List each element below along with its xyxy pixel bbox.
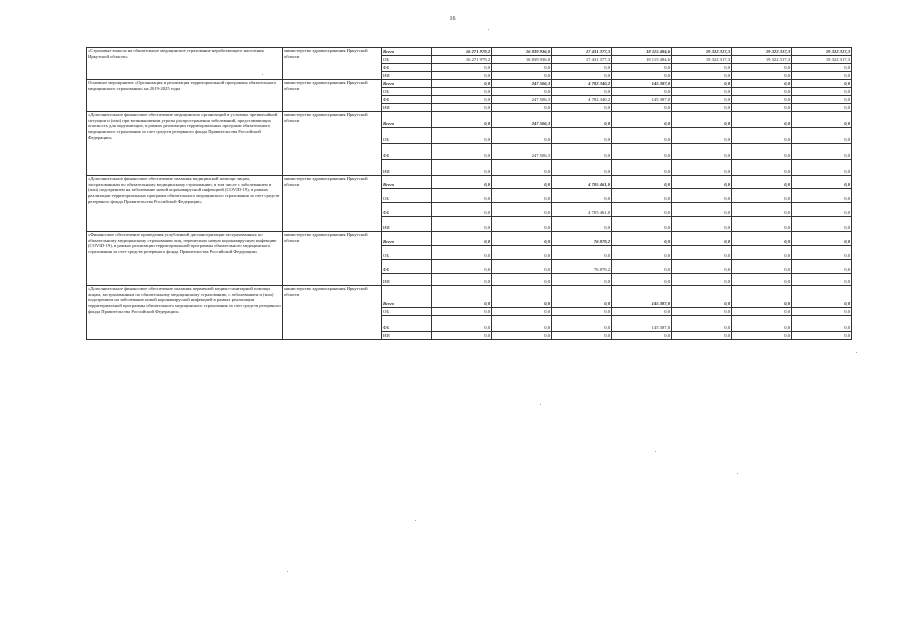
funding-source: ОБ — [382, 128, 432, 144]
amount-cell: 0,0 — [492, 203, 552, 217]
amount-cell: 76 879,2 — [552, 260, 612, 274]
amount-cell: 0,0 — [432, 217, 492, 232]
amount-cell: 0,0 — [552, 217, 612, 232]
amount-cell: 16 839 936,0 — [492, 48, 552, 56]
amount-cell: 0,0 — [492, 128, 552, 144]
amount-cell: 0,0 — [612, 274, 672, 286]
amount-cell: 0,0 — [432, 64, 492, 72]
amount-cell: 0,0 — [672, 260, 732, 274]
amount-cell: 17 431 377,3 — [552, 48, 612, 56]
funding-source: ФБ — [382, 64, 432, 72]
amount-cell: 18 115 484,6 — [612, 48, 672, 56]
amount-cell: 0,0 — [492, 189, 552, 203]
amount-cell: 0,0 — [612, 260, 672, 274]
amount-cell: 0,0 — [792, 189, 852, 203]
funding-source: ОБ — [382, 308, 432, 316]
amount-cell: 4 782 340,2 — [552, 96, 612, 104]
table-row — [87, 80, 852, 88]
amount-cell: 0,0 — [732, 260, 792, 274]
amount-cell: 0,0 — [432, 274, 492, 286]
amount-cell: 0,0 — [492, 332, 552, 340]
scan-speck — [655, 451, 656, 452]
amount-cell: 0,0 — [432, 128, 492, 144]
amount-cell: 0,0 — [612, 128, 672, 144]
amount-cell: 0,0 — [492, 232, 552, 246]
amount-cell: 0,0 — [552, 144, 612, 160]
amount-cell: 0,0 — [552, 286, 612, 308]
responsible-executor: министерство здравоохранения Иркутской области — [283, 176, 382, 232]
amount-cell: 0,0 — [792, 112, 852, 128]
amount-cell: 0,0 — [732, 232, 792, 246]
scan-speck — [287, 571, 288, 572]
amount-cell: 247 506,3 — [492, 80, 552, 88]
amount-cell: 16 271 979,2 — [432, 48, 492, 56]
amount-cell: 0,0 — [552, 246, 612, 260]
amount-cell: 0,0 — [732, 332, 792, 340]
amount-cell: 0,0 — [672, 80, 732, 88]
amount-cell: 0,0 — [492, 274, 552, 286]
amount-cell: 145 387,0 — [612, 96, 672, 104]
responsible-executor: министерство здравоохранения Иркутской области — [283, 48, 382, 80]
amount-cell: 0,0 — [792, 128, 852, 144]
funding-source: ОБ — [382, 246, 432, 260]
amount-cell: 0,0 — [792, 232, 852, 246]
scan-speck — [415, 520, 416, 521]
amount-cell: 0,0 — [432, 144, 492, 160]
funding-source: ИИ — [382, 160, 432, 176]
amount-cell: 0,0 — [612, 189, 672, 203]
amount-cell: 0,0 — [732, 176, 792, 189]
amount-cell: 0,0 — [672, 64, 732, 72]
amount-cell: 0,0 — [792, 64, 852, 72]
funding-source: ИИ — [382, 217, 432, 232]
amount-cell: 0,0 — [612, 72, 672, 80]
amount-cell: 19 322 317,3 — [672, 48, 732, 56]
amount-cell: 4 705 461,0 — [552, 176, 612, 189]
amount-cell: 0,0 — [552, 332, 612, 340]
funding-source: Всего — [382, 48, 432, 56]
scan-speck — [540, 404, 541, 405]
amount-cell: 0,0 — [492, 217, 552, 232]
amount-cell: 0,0 — [672, 189, 732, 203]
amount-cell: 0,0 — [432, 176, 492, 189]
amount-cell: 0,0 — [432, 80, 492, 88]
amount-cell: 19 322 317,3 — [732, 48, 792, 56]
amount-cell: 0,0 — [792, 274, 852, 286]
amount-cell: 0,0 — [732, 144, 792, 160]
amount-cell: 0,0 — [792, 286, 852, 308]
amount-cell: 0,0 — [672, 332, 732, 340]
amount-cell: 0,0 — [492, 260, 552, 274]
amount-cell: 145 387,0 — [612, 286, 672, 308]
amount-cell: 247 506,3 — [492, 112, 552, 128]
amount-cell: 0,0 — [792, 88, 852, 96]
funding-source: ОБ — [382, 189, 432, 203]
amount-cell: 0,0 — [732, 316, 792, 332]
scan-speck — [488, 29, 489, 30]
amount-cell: 0,0 — [732, 160, 792, 176]
amount-cell: 0,0 — [492, 88, 552, 96]
amount-cell: 0,0 — [612, 160, 672, 176]
funding-source: ФБ — [382, 144, 432, 160]
amount-cell: 0,0 — [612, 217, 672, 232]
amount-cell: 17 431 377,3 — [552, 56, 612, 64]
amount-cell: 0,0 — [612, 176, 672, 189]
amount-cell: 0,0 — [432, 112, 492, 128]
amount-cell: 0,0 — [672, 96, 732, 104]
amount-cell: 0,0 — [612, 64, 672, 72]
scan-speck — [262, 74, 263, 75]
amount-cell: 0,0 — [492, 72, 552, 80]
amount-cell: 0,0 — [432, 232, 492, 246]
amount-cell: 0,0 — [432, 189, 492, 203]
amount-cell: 0,0 — [552, 128, 612, 144]
amount-cell: 0,0 — [432, 308, 492, 316]
table-row — [87, 112, 852, 128]
amount-cell: 19 322 317,3 — [732, 56, 792, 64]
amount-cell: 0,0 — [432, 203, 492, 217]
amount-cell: 0,0 — [552, 316, 612, 332]
amount-cell: 0,0 — [672, 286, 732, 308]
funding-source: Всего — [382, 286, 432, 308]
amount-cell: 0,0 — [612, 112, 672, 128]
amount-cell: 0,0 — [672, 128, 732, 144]
amount-cell: 0,0 — [732, 128, 792, 144]
table-row — [87, 232, 852, 246]
event-name: Основное мероприятие «Организация и реализация территориальной программы обязательного медицинского страхования» на 2019-2025 годы — [87, 80, 283, 112]
amount-cell: 0,0 — [612, 246, 672, 260]
amount-cell: 0,0 — [612, 308, 672, 316]
funding-source: ОБ — [382, 88, 432, 96]
amount-cell: 0,0 — [792, 144, 852, 160]
amount-cell: 0,0 — [792, 203, 852, 217]
amount-cell: 0,0 — [492, 246, 552, 260]
amount-cell: 0,0 — [432, 260, 492, 274]
amount-cell: 0,0 — [732, 217, 792, 232]
event-name: «Дополнительное финансовое обеспечение медицинских организаций в условиях чрезвычайной ситуации и (или) при возникновении угрозы распространения заболеваний, представляющих опасность для окружающих, в рамках реализации территориальных программ обязательного медицинского страхования за счет средств резервного фонда Правительства Российской Федерации» — [87, 112, 283, 176]
amount-cell: 4 705 461,0 — [552, 203, 612, 217]
amount-cell: 0,0 — [672, 316, 732, 332]
amount-cell: 0,0 — [792, 332, 852, 340]
amount-cell: 0,0 — [432, 286, 492, 308]
amount-cell: 0,0 — [612, 104, 672, 112]
amount-cell: 0,0 — [672, 112, 732, 128]
amount-cell: 0,0 — [432, 104, 492, 112]
amount-cell: 0,0 — [672, 217, 732, 232]
funding-source: ИИ — [382, 72, 432, 80]
responsible-executor: министерство здравоохранения Иркутской области — [283, 80, 382, 112]
funding-source: Всего — [382, 176, 432, 189]
amount-cell: 0,0 — [552, 88, 612, 96]
funding-source: Всего — [382, 232, 432, 246]
amount-cell: 0,0 — [672, 308, 732, 316]
responsible-executor: министерство здравоохранения Иркутской области — [283, 232, 382, 286]
amount-cell: 19 322 317,3 — [672, 56, 732, 64]
amount-cell: 0,0 — [552, 189, 612, 203]
amount-cell: 0,0 — [492, 64, 552, 72]
page-number: 16 — [449, 16, 456, 22]
amount-cell: 0,0 — [612, 144, 672, 160]
table-row — [87, 48, 852, 56]
amount-cell: 0,0 — [732, 112, 792, 128]
budget-table — [86, 47, 852, 340]
amount-cell: 0,0 — [552, 72, 612, 80]
amount-cell: 0,0 — [612, 232, 672, 246]
amount-cell: 247 506,3 — [492, 96, 552, 104]
responsible-executor: министерство здравоохранения Иркутской области — [283, 286, 382, 340]
amount-cell: 0,0 — [672, 274, 732, 286]
funding-source: ИИ — [382, 332, 432, 340]
amount-cell: 0,0 — [732, 104, 792, 112]
amount-cell: 0,0 — [612, 88, 672, 96]
amount-cell: 0,0 — [792, 260, 852, 274]
amount-cell: 0,0 — [792, 72, 852, 80]
amount-cell: 0,0 — [552, 112, 612, 128]
amount-cell: 0,0 — [672, 176, 732, 189]
amount-cell: 0,0 — [672, 203, 732, 217]
amount-cell: 16 839 936,0 — [492, 56, 552, 64]
amount-cell: 0,0 — [732, 189, 792, 203]
amount-cell: 0,0 — [732, 64, 792, 72]
amount-cell: 0,0 — [792, 104, 852, 112]
amount-cell: 0,0 — [552, 308, 612, 316]
amount-cell: 0,0 — [732, 274, 792, 286]
amount-cell: 0,0 — [792, 316, 852, 332]
funding-source: ИИ — [382, 104, 432, 112]
amount-cell: 145 387,0 — [612, 80, 672, 88]
amount-cell: 0,0 — [672, 72, 732, 80]
amount-cell: 0,0 — [732, 246, 792, 260]
amount-cell: 0,0 — [732, 286, 792, 308]
amount-cell: 0,0 — [432, 316, 492, 332]
amount-cell: 0,0 — [432, 96, 492, 104]
amount-cell: 0,0 — [552, 160, 612, 176]
funding-source: ИИ — [382, 274, 432, 286]
scan-speck — [737, 473, 738, 474]
funding-source: Всего — [382, 112, 432, 128]
amount-cell: 0,0 — [792, 176, 852, 189]
amount-cell: 0,0 — [732, 308, 792, 316]
table-body — [87, 48, 852, 340]
amount-cell: 19 322 317,3 — [792, 48, 852, 56]
amount-cell: 0,0 — [612, 332, 672, 340]
amount-cell: 0,0 — [732, 80, 792, 88]
amount-cell: 0,0 — [492, 160, 552, 176]
amount-cell: 0,0 — [552, 274, 612, 286]
amount-cell: 0,0 — [792, 96, 852, 104]
event-name: «Страховые взносы на обязательное медицинское страхование неработающего населения Иркутской области» — [87, 48, 283, 80]
amount-cell: 0,0 — [432, 332, 492, 340]
amount-cell: 0,0 — [792, 217, 852, 232]
amount-cell: 0,0 — [492, 316, 552, 332]
funding-source: ФБ — [382, 260, 432, 274]
amount-cell: 0,0 — [672, 104, 732, 112]
amount-cell: 0,0 — [672, 88, 732, 96]
funding-source: ФБ — [382, 316, 432, 332]
amount-cell: 0,0 — [732, 72, 792, 80]
amount-cell: 145 387,0 — [612, 316, 672, 332]
amount-cell: 0,0 — [732, 88, 792, 96]
amount-cell: 0,0 — [732, 96, 792, 104]
amount-cell: 0,0 — [552, 104, 612, 112]
amount-cell: 76 879,2 — [552, 232, 612, 246]
amount-cell: 0,0 — [492, 308, 552, 316]
funding-source: ОБ — [382, 56, 432, 64]
amount-cell: 0,0 — [672, 160, 732, 176]
responsible-executor: министерство здравоохранения Иркутской области — [283, 112, 382, 176]
amount-cell: 0,0 — [432, 246, 492, 260]
amount-cell: 247 506,3 — [492, 144, 552, 160]
funding-source: Всего — [382, 80, 432, 88]
funding-source: ФБ — [382, 203, 432, 217]
amount-cell: 0,0 — [612, 203, 672, 217]
amount-cell: 0,0 — [792, 246, 852, 260]
table-row — [87, 176, 852, 189]
amount-cell: 0,0 — [432, 72, 492, 80]
amount-cell: 16 271 979,2 — [432, 56, 492, 64]
amount-cell: 0,0 — [672, 144, 732, 160]
amount-cell: 0,0 — [672, 246, 732, 260]
amount-cell: 0,0 — [492, 104, 552, 112]
table-row — [87, 286, 852, 308]
amount-cell: 0,0 — [552, 64, 612, 72]
amount-cell: 0,0 — [792, 160, 852, 176]
amount-cell: 18 115 484,6 — [612, 56, 672, 64]
funding-source: ФБ — [382, 96, 432, 104]
amount-cell: 0,0 — [672, 232, 732, 246]
event-name: «Дополнительное финансовое обеспечение оказания медицинской помощи лицам, застрахованным по обязательному медицинскому страхованию, в том числе с заболеванием и (или) подозрением на заболевание новой коронавирусной инфекцией (COVID-19), в рамках реализации территориальных программ обязательного медицинского страхования за счет средств резервного фонда Правительства Российской Федерации» — [87, 176, 283, 232]
amount-cell: 0,0 — [492, 286, 552, 308]
amount-cell: 0,0 — [432, 160, 492, 176]
amount-cell: 0,0 — [792, 80, 852, 88]
scan-speck — [856, 352, 857, 353]
event-name: «Дополнительное финансовое обеспечение оказания первичной медико-санитарной помощи лицам, застрахованным по обязательному медицинскому страхованию, с заболеванием и (или) подозрением на заболевание новой коронавирусной инфекцией в рамках реализации территориальной программы обязательного медицинского страхования за счет средств резервного фонда Правительства Российской Федерации» — [87, 286, 283, 340]
amount-cell: 19 322 317,3 — [792, 56, 852, 64]
amount-cell: 0,0 — [432, 88, 492, 96]
event-name: «Финансовое обеспечение проведения углубленной диспансеризации застрахованных по обязательному медицинскому страхованию лиц, перенесших новую коронавирусную инфекцию (COVID-19), в рамках реализации территориальной программы обязательного медицинского страхования за счет средств резервного фонда Правительства Российской Федерации» — [87, 232, 283, 286]
amount-cell: 0,0 — [792, 308, 852, 316]
amount-cell: 0,0 — [492, 176, 552, 189]
amount-cell: 4 782 340,2 — [552, 80, 612, 88]
amount-cell: 0,0 — [732, 203, 792, 217]
